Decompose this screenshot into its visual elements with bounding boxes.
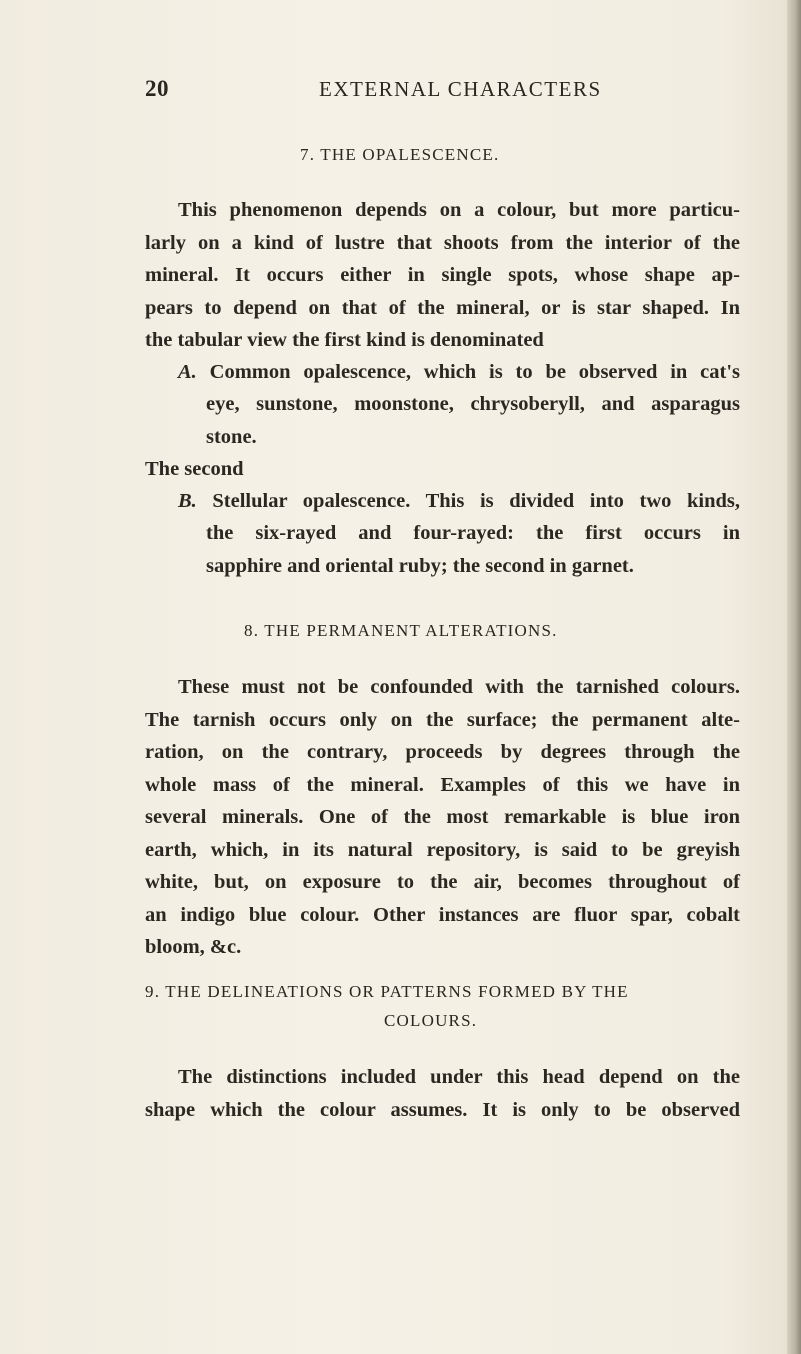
section-7-intro	[145, 194, 740, 357]
item-a-continuation	[206, 388, 740, 453]
section-8-heading: 8. THE PERMANENT ALTERATIONS.	[244, 621, 558, 640]
text-line: pears to depend on that of the mineral, or is star shaped. In	[145, 296, 740, 319]
text-line: This phenomenon depends on a colour, but more particu-	[178, 199, 740, 221]
section-7-heading: 7. THE OPALESCENCE.	[300, 145, 500, 164]
page-number: 20	[145, 76, 169, 101]
item-b	[178, 485, 740, 518]
item-b-label: B.	[178, 490, 197, 512]
text-line: several minerals. One of the most remarkable is blue iron	[145, 806, 740, 828]
item-a	[178, 356, 740, 389]
text-line: The distinctions included under this head depend on the	[178, 1066, 740, 1088]
text-line: larly on a kind of lustre that shoots from the interior of the	[145, 231, 740, 254]
text-line: ration, on the contrary, proceeds by degrees through the	[145, 741, 740, 763]
page-edge-shadow	[787, 0, 801, 1354]
item-b-text: Stellular opalescence. This is divided into two kinds,	[212, 490, 740, 512]
text-line: The tarnish occurs only on the surface; the permanent alte-	[145, 708, 740, 731]
text-line: mineral. It occurs either in single spots, whose shape ap-	[145, 264, 740, 286]
running-head: EXTERNAL CHARACTERS	[319, 77, 602, 101]
text-line: an indigo blue colour. Other instances are fluor spar, cobalt	[145, 903, 740, 926]
item-a-label: A.	[178, 361, 197, 383]
text-line: sapphire and oriental ruby; the second in garnet.	[206, 554, 634, 577]
page-header	[0, 76, 801, 106]
text-line: eye, sunstone, moonstone, chrysoberyll, and asparagus	[206, 393, 740, 415]
text-line: The second	[145, 458, 244, 480]
section-9-body	[145, 1061, 740, 1126]
text-line	[178, 485, 740, 518]
text-line: whole mass of the mineral. Examples of this we have in	[145, 773, 740, 796]
text-line: earth, which, in its natural repository, is said to be greyish	[145, 838, 740, 861]
the-second-line	[145, 453, 740, 486]
section-9-heading-line-2: COLOURS.	[384, 1011, 478, 1030]
text-line	[178, 356, 740, 389]
section-9-heading-line-1: 9. THE DELINEATIONS OR PATTERNS FORMED BY THE	[145, 982, 629, 1001]
text-line: shape which the colour assumes. It is only to be observed	[145, 1098, 740, 1121]
text-line: the six-rayed and four-rayed: the first occurs in	[206, 522, 740, 544]
item-a-text: Common opalescence, which is to be observed in cat's	[209, 361, 740, 383]
text-line: bloom, &c.	[145, 936, 242, 958]
text-line: white, but, on exposure to the air, becomes throughout of	[145, 871, 740, 893]
text-line: stone.	[206, 425, 257, 448]
text-line: the tabular view the first kind is denominated	[145, 329, 544, 351]
text-line: These must not be confounded with the tarnished colours.	[178, 676, 740, 698]
section-8-body	[145, 671, 740, 964]
item-b-continuation	[206, 517, 740, 582]
